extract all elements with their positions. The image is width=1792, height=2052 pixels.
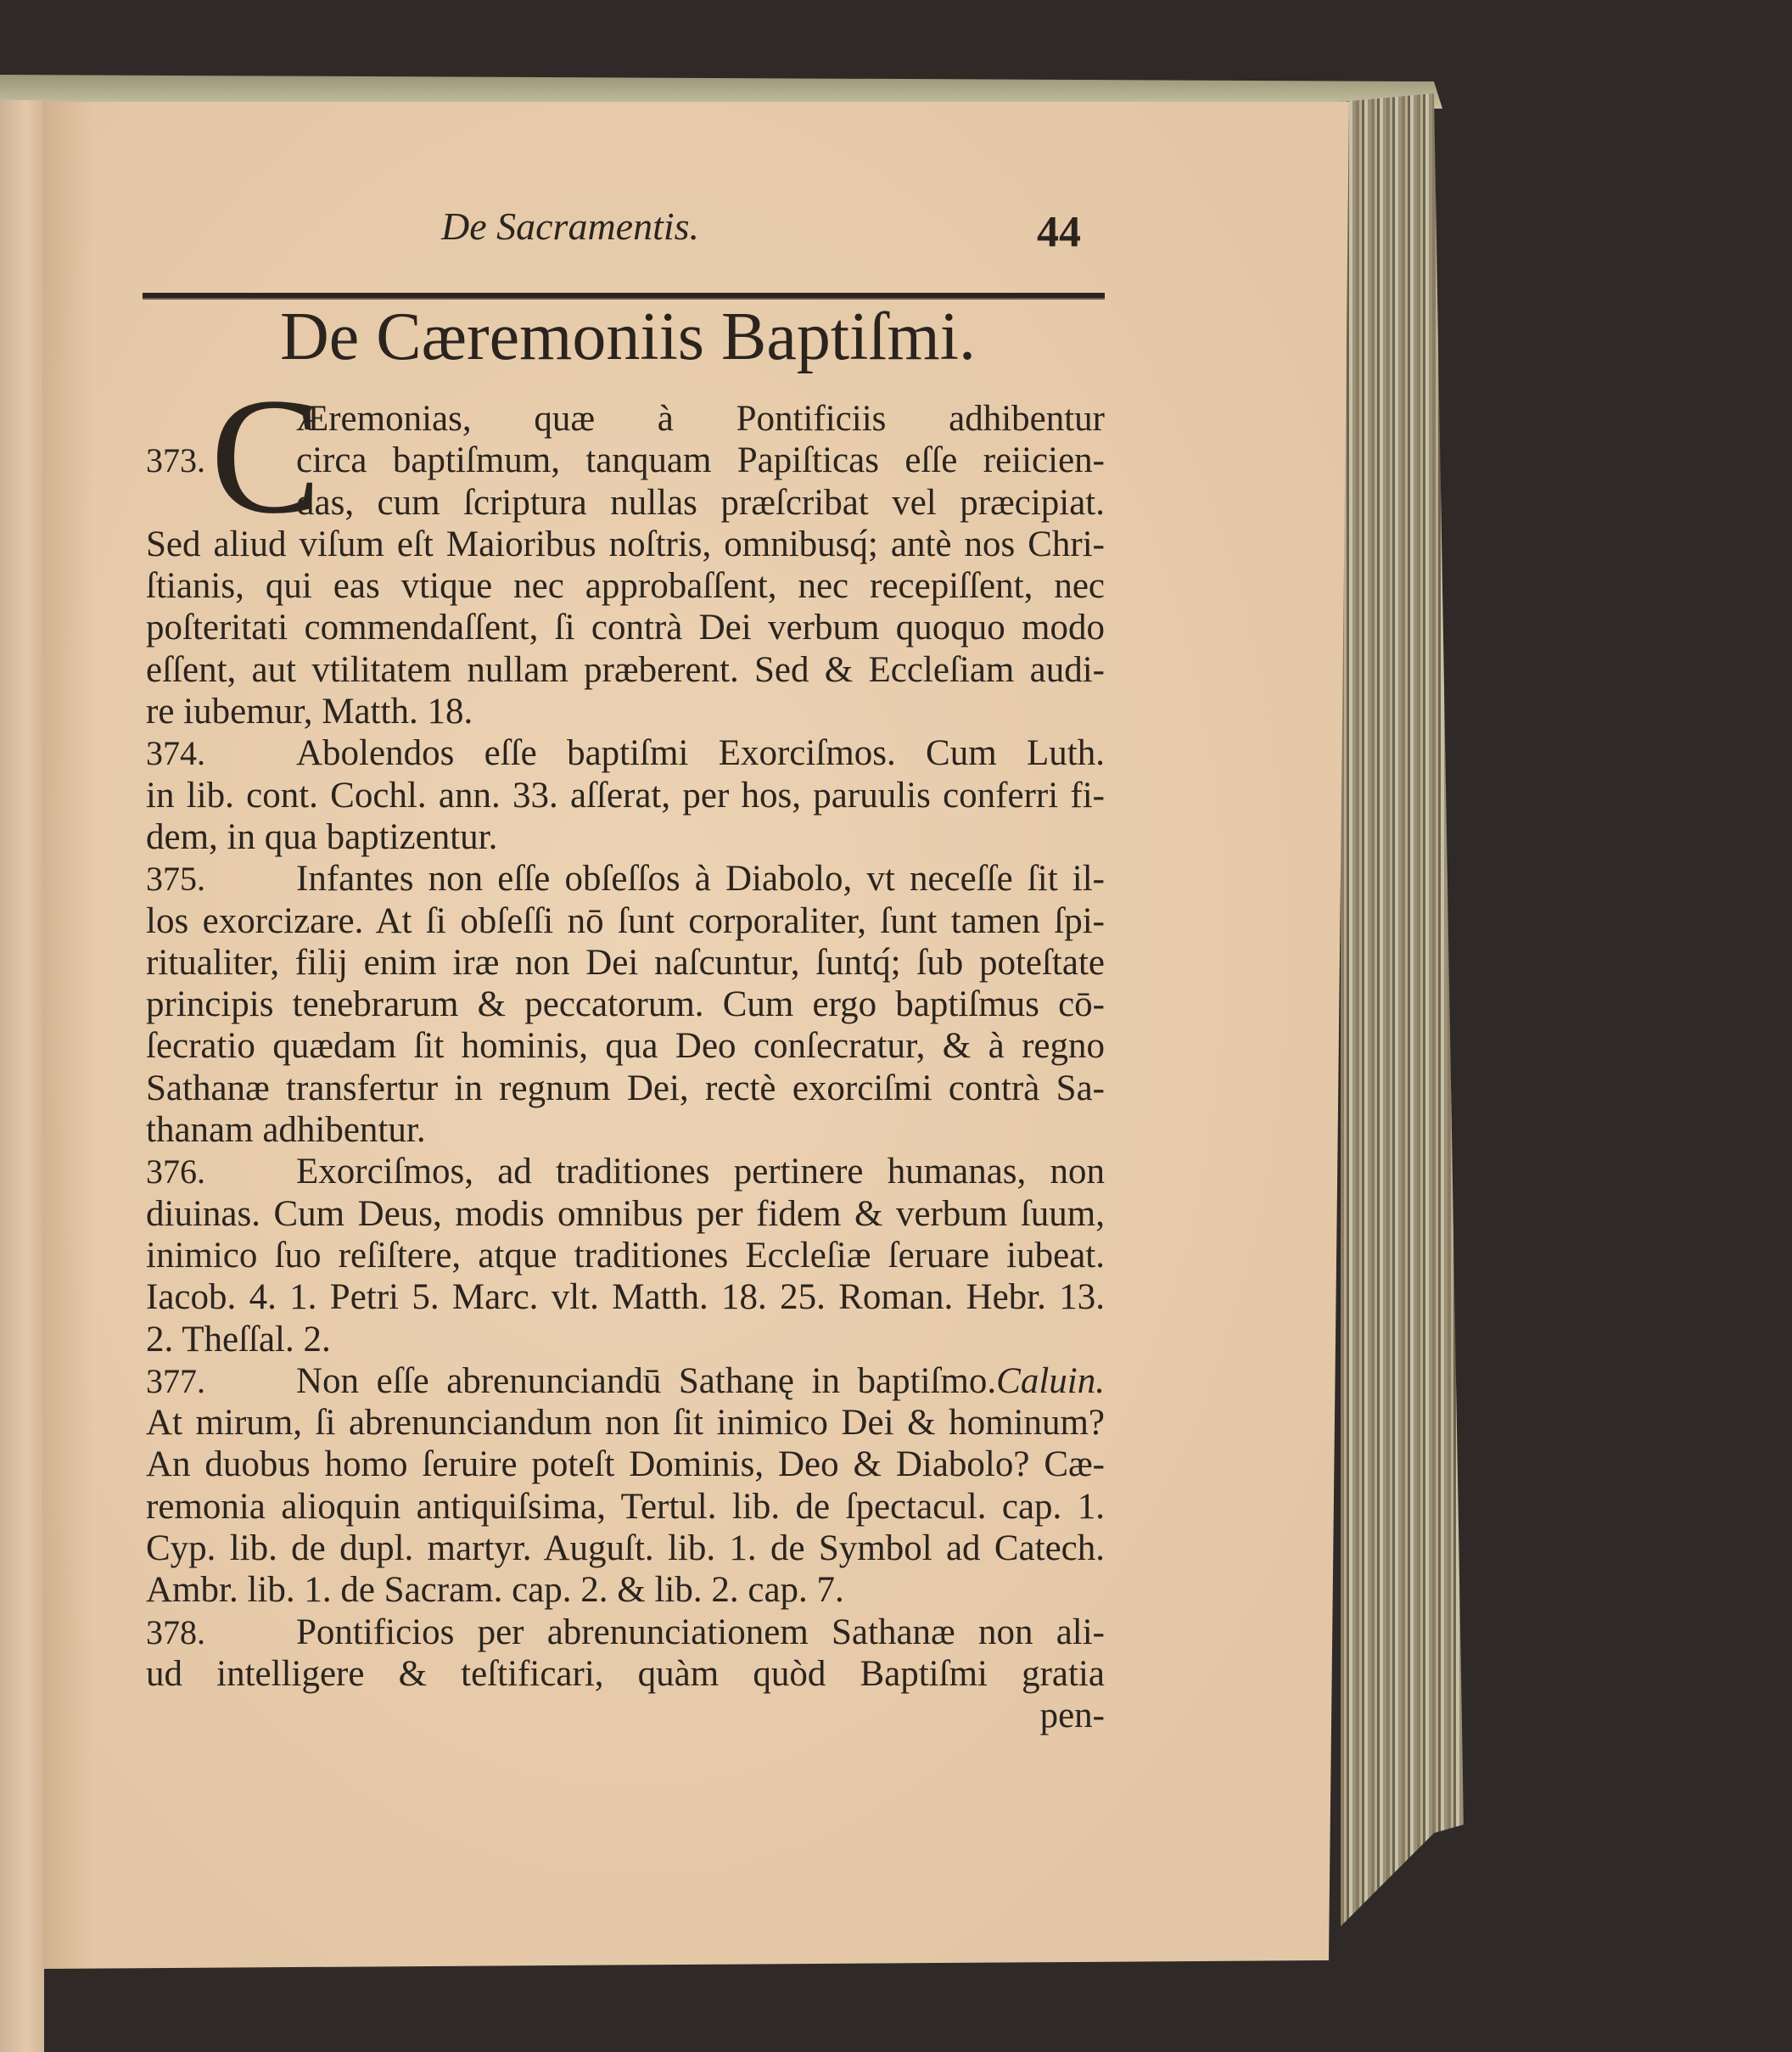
text-line [146,524,1105,565]
line-content: Iacob. 4. 1. Petri 5. Marc. vlt. Matth. 18. 25. Roman. Hebr. 13. [146,1277,1105,1318]
text-line [146,691,1105,732]
line-content: ud intelligere & teſtificari, quàm quòd Baptiſmi gratia [146,1653,1105,1694]
line-content: remonia alioquin antiquiſsima, Tertul. lib. de ſpectacul. cap. 1. [146,1486,1105,1527]
text-line [146,900,1105,942]
text-line [146,1612,1105,1653]
paragraph-number: 375. [146,860,205,899]
line-content: diuinas. Cum Deus, modis omnibus per fidem & verbum ſuum, [146,1193,1105,1234]
text-line [146,1025,1105,1067]
line-content: eſſent, aut vtilitatem nullam præberent. Sed & Eccleſiam audi- [146,649,1105,690]
paragraph [146,1612,1105,1696]
line-content: thanam adhibentur. [146,1110,426,1151]
text-line [146,942,1105,984]
line-text [146,984,1105,1025]
text-line [146,1360,1105,1402]
page-fore-edge [1341,93,1468,1926]
line-text [146,1653,1105,1695]
text-line [146,1653,1105,1695]
text-line [146,816,1105,858]
line-content: Non eſſe abrenunciandū Sathanę in baptiſmo. [296,1360,997,1401]
line-text [296,482,1105,524]
paragraph [146,1151,1105,1360]
line-text [146,524,1105,565]
paragraph-number: 376. [146,1152,205,1191]
line-text [146,1569,1105,1611]
line-content: das, cum ſcriptura nullas præſcribat vel præcipiat. [296,482,1105,523]
line-content: los exorcizare. At ſi obſeſſi nō ſunt corporaliter, ſunt tamen ſpi- [146,900,1105,941]
text-line [146,1109,1105,1151]
line-text [296,1360,1105,1402]
line-text [146,775,1105,816]
marginal-reference: Caluin. [996,1360,1105,1401]
line-text [146,816,1105,858]
paragraph-number: 373. [146,441,205,480]
text-line [146,775,1105,816]
line-content: dem, in qua baptizentur. [146,816,498,857]
text-line [146,1486,1105,1528]
body-text [146,398,1105,1737]
text-line [146,482,1105,524]
text-line [146,858,1105,900]
left-page-edge [0,100,44,2052]
line-content: principis tenebrarum & peccatorum. Cum ergo baptiſmus cō- [146,984,1105,1025]
line-content: inimico ſuo reſiſtere, atque traditiones Eccleſiæ ſeruare iubeat. [146,1235,1105,1275]
text-line [146,1276,1105,1318]
line-content: Ambr. lib. 1. de Sacram. cap. 2. & lib. 2. cap. 7. [146,1570,844,1611]
text-line [146,1569,1105,1611]
line-text [146,1025,1105,1067]
running-head: De Sacramentis. [441,205,700,248]
page-number: 44 [1037,208,1081,256]
line-text [146,900,1105,942]
catchword: pen- [1039,1696,1105,1736]
text-line [146,984,1105,1025]
line-text [146,1235,1105,1276]
line-content: 2. Theſſal. 2. [146,1319,331,1360]
paragraph-number: 374. [146,734,205,773]
text-line [146,1528,1105,1569]
line-content: Pontificios per abrenunciationem Sathanæ non ali- [296,1612,1105,1652]
drop-cap: C [210,364,322,548]
line-text [296,1151,1105,1192]
line-text [146,565,1105,607]
line-content: Sathanæ transfertur in regnum Dei, rectè exorciſmi contrà Sa- [146,1068,1105,1108]
line-content: Sed aliud viſum eſt Maioribus noſtris, omnibusq́; antè nos Chri- [146,524,1105,564]
text-line [146,1319,1105,1360]
line-text [146,1444,1105,1485]
line-text [146,607,1105,648]
line-content: ritualiter, filij enim iræ non Dei naſcuntur, ſuntq́; ſub poteſtate [146,942,1105,983]
text-line [146,440,1105,481]
line-content: poſteritati commendaſſent, ſi contrà Dei verbum quoquo modo [146,608,1105,648]
line-content: ſecratio quædam ſit hominis, qua Deo conſecratur, & à regno [146,1026,1105,1067]
line-content: Cyp. lib. de dupl. martyr. Auguſt. lib. 1. de Symbol ad Catech. [146,1528,1105,1569]
line-text [296,732,1105,774]
line-content: Infantes non eſſe obſeſſos à Diabolo, vt neceſſe ſit il- [296,859,1105,900]
line-text [146,691,1105,732]
line-content: Abolendos eſſe baptiſmi Exorciſmos. Cum Luth. [296,733,1105,774]
line-content: re iubemur, Matth. 18. [146,692,473,732]
text-line [146,732,1105,774]
line-text [146,942,1105,984]
text-line [146,1402,1105,1444]
paragraph [146,1360,1105,1612]
text-line [146,1444,1105,1485]
line-text [296,858,1105,900]
line-content: circa baptiſmum, tanquam Papiſticas eſſe reiicien- [296,440,1105,481]
text-line [146,607,1105,648]
text-line [146,1193,1105,1235]
text-line [146,565,1105,607]
line-text [296,440,1105,481]
paragraph [146,732,1105,858]
text-line [146,1235,1105,1276]
line-content: At mirum, ſi abrenunciandum non ſit inimico Dei & hominum? [146,1403,1105,1444]
line-content: Exorciſmos, ad traditiones pertinere humanas, non [296,1152,1105,1192]
line-content: ſtianis, qui eas vtique nec approbaſſent, nec recepiſſent, nec [146,566,1105,607]
line-content: Æremonias, quæ à Pontificiis adhibentur [296,399,1105,439]
paragraph-number: 377. [146,1361,205,1400]
section-title: De Cæremoniis Baptiſmi. [280,300,976,374]
line-content: An duobus homo ſeruire poteſt Dominis, Deo & Diabolo? Cæ- [146,1444,1105,1485]
line-text [146,1528,1105,1569]
text-line [146,1068,1105,1109]
line-text [146,1402,1105,1444]
line-text [146,1068,1105,1109]
paragraph [146,858,1105,1151]
line-text [296,1612,1105,1653]
line-text [146,1276,1105,1318]
line-content: in lib. cont. Cochl. ann. 33. aſſerat, per hos, paruulis conferri fi- [146,775,1105,816]
paragraph [146,398,1105,732]
line-text [146,1319,1105,1360]
text-line [146,398,1105,440]
paragraph-number: 378. [146,1612,205,1651]
line-text [146,1109,1105,1151]
text-line [146,1151,1105,1192]
line-text [296,398,1105,440]
line-text [146,1193,1105,1235]
line-text [146,1486,1105,1528]
line-text [146,649,1105,691]
text-line [146,649,1105,691]
